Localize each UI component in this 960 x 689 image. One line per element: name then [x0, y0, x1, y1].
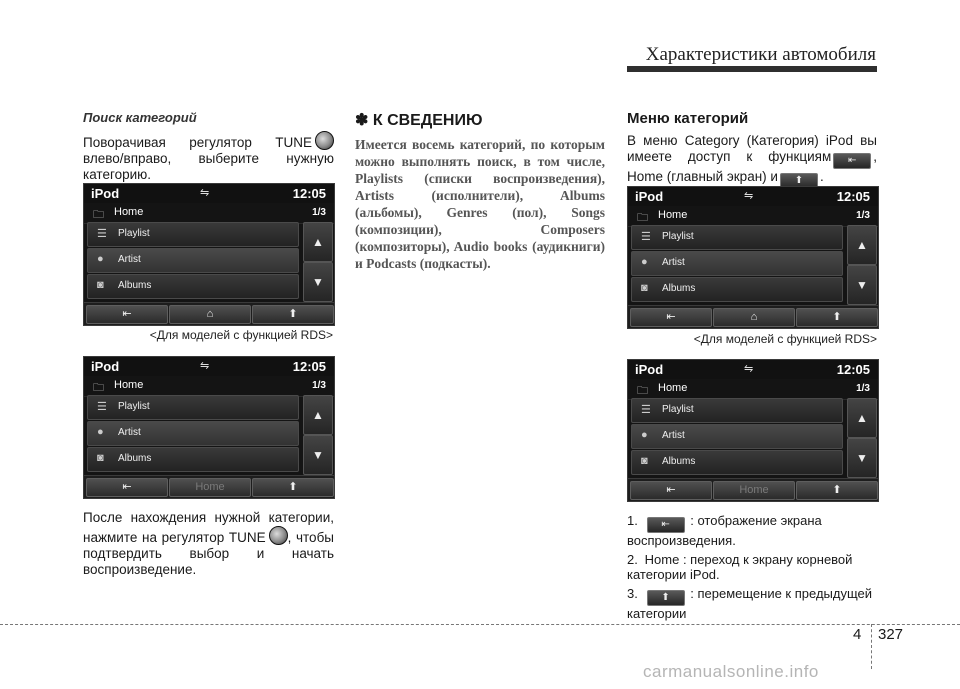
left-outro	[83, 510, 334, 578]
up-folder-button-icon: ⬆	[647, 590, 685, 606]
home-row-label: Home	[114, 206, 144, 218]
page-indicator: 1/3	[856, 383, 870, 394]
home-row[interactable]	[628, 379, 878, 400]
usb-icon: ⇋	[200, 187, 210, 199]
header-rule	[627, 66, 877, 72]
page-indicator: 1/3	[312, 207, 326, 218]
back-button[interactable]: ⇤	[86, 478, 168, 497]
legend-item-up	[627, 586, 887, 621]
category-row-playlist[interactable]	[87, 222, 299, 247]
artist-icon: ●	[641, 429, 648, 441]
status-bar	[84, 184, 334, 203]
screen-title: iPod	[635, 189, 664, 204]
clock: 12:05	[836, 362, 870, 377]
up-folder-button[interactable]: ⬆	[796, 308, 878, 327]
legend-key: Home	[644, 552, 680, 567]
scroll-down-button[interactable]: ▼	[847, 438, 877, 478]
screen-title: iPod	[91, 186, 120, 201]
left-subhead: Поиск категорий	[83, 110, 197, 125]
row-label: Artist	[662, 430, 685, 441]
back-button-icon: ⇤	[833, 153, 871, 169]
row-label: Albums	[118, 280, 152, 291]
home-row[interactable]	[84, 376, 334, 397]
folder-icon: 🗀	[93, 382, 104, 394]
category-row-artist[interactable]	[631, 251, 843, 276]
up-folder-button[interactable]: ⬆	[252, 305, 334, 324]
scroll-down-button[interactable]: ▼	[847, 265, 877, 305]
row-label: Albums	[662, 283, 696, 294]
home-row-label: Home	[658, 382, 688, 394]
up-folder-button[interactable]: ⬆	[796, 481, 878, 500]
row-label: Playlist	[118, 228, 150, 239]
legend-list	[627, 513, 887, 625]
left-outro-part1: После нахождения нужной категории, нажмите на регулятор TUNE	[83, 510, 334, 545]
clock: 12:05	[292, 359, 326, 374]
album-icon: ◙	[97, 452, 104, 464]
caption-rds-left: <Для моделей с функцией RDS>	[149, 328, 333, 342]
section-number: 4	[853, 626, 862, 643]
folder-icon: 🗀	[93, 209, 104, 221]
page-indicator: 1/3	[856, 210, 870, 221]
middle-column	[355, 110, 605, 272]
bottom-bar	[84, 475, 334, 498]
back-button[interactable]: ⇤	[86, 305, 168, 324]
ipod-screen-rds-left	[83, 183, 335, 326]
bottom-bar	[628, 305, 878, 328]
home-row[interactable]	[84, 203, 334, 224]
home-row-label: Home	[658, 209, 688, 221]
row-label: Albums	[662, 456, 696, 467]
category-row-albums[interactable]	[631, 277, 843, 302]
home-text-button[interactable]: Home	[713, 481, 795, 500]
back-button-icon: ⇤	[647, 517, 685, 533]
legend-item-back	[627, 513, 887, 548]
ipod-screen-left	[83, 356, 335, 499]
legend-num: 2.	[627, 552, 638, 567]
left-intro-part1: Поворачивая регулятор TUNE	[83, 135, 312, 150]
left-intro	[83, 131, 334, 183]
folder-icon: 🗀	[637, 385, 648, 397]
right-intro-part2: , Home (главный экран) и	[627, 149, 877, 184]
status-bar	[628, 360, 878, 379]
left-outro-block	[83, 510, 334, 578]
legend-num: 3.	[627, 586, 638, 601]
tune-knob-icon	[269, 526, 288, 545]
page-number: 327	[878, 626, 904, 643]
right-column	[627, 110, 877, 189]
tune-knob-icon	[315, 131, 334, 150]
category-row-playlist[interactable]	[631, 225, 843, 250]
home-row-label: Home	[114, 379, 144, 391]
home-button[interactable]: ⌂	[169, 305, 251, 324]
bottom-bar	[84, 302, 334, 325]
playlist-icon: ☰	[97, 228, 107, 240]
category-row-artist[interactable]	[87, 248, 299, 273]
up-folder-button-icon: ⬆	[780, 173, 818, 189]
usb-icon: ⇋	[744, 363, 754, 375]
screen-title: iPod	[635, 362, 664, 377]
back-button[interactable]: ⇤	[630, 481, 712, 500]
scroll-up-button[interactable]: ▲	[303, 395, 333, 435]
right-subhead: Меню категорий	[627, 110, 749, 127]
right-intro-part1: В меню Category (Категория) iPod вы имеете доступ к функциям	[627, 133, 877, 164]
category-row-albums[interactable]	[87, 447, 299, 472]
legend-num: 1.	[627, 513, 638, 528]
caption-rds-right: <Для моделей с функцией RDS>	[693, 332, 877, 346]
screen-title: iPod	[91, 359, 120, 374]
note-title: ✽ К СВЕДЕНИЮ	[355, 112, 483, 129]
artist-icon: ●	[97, 253, 104, 265]
usb-icon: ⇋	[200, 360, 210, 372]
back-button[interactable]: ⇤	[630, 308, 712, 327]
usb-icon: ⇋	[744, 190, 754, 202]
right-intro	[627, 133, 877, 189]
legend-desc: : переход к экрану корневой категории iPod.	[627, 552, 853, 582]
left-column	[83, 110, 334, 183]
artist-icon: ●	[641, 256, 648, 268]
scroll-up-button[interactable]: ▲	[847, 225, 877, 265]
clock: 12:05	[836, 189, 870, 204]
playlist-icon: ☰	[641, 404, 651, 416]
playlist-icon: ☰	[641, 231, 651, 243]
scroll-up-button[interactable]: ▲	[847, 398, 877, 438]
artist-icon: ●	[97, 426, 104, 438]
status-bar	[84, 357, 334, 376]
left-intro-part2: влево/вправо, выберите нужную категорию.	[83, 151, 334, 182]
ipod-screen-rds-right	[627, 186, 879, 329]
home-row[interactable]	[628, 206, 878, 227]
scroll-down-button[interactable]: ▼	[303, 262, 333, 302]
playlist-icon: ☰	[97, 401, 107, 413]
row-label: Albums	[118, 453, 152, 464]
category-row-artist[interactable]	[87, 421, 299, 446]
bottom-bar	[628, 478, 878, 501]
page-indicator: 1/3	[312, 380, 326, 391]
up-folder-button[interactable]: ⬆	[252, 478, 334, 497]
album-icon: ◙	[641, 455, 648, 467]
legend-desc: : отображение экрана воспроизведения.	[627, 513, 822, 548]
category-row-playlist[interactable]	[631, 398, 843, 423]
home-text-button[interactable]: Home	[169, 478, 251, 497]
row-label: Artist	[118, 254, 141, 265]
right-intro-part3: .	[819, 169, 824, 184]
scroll-up-button[interactable]: ▲	[303, 222, 333, 262]
page-header-title: Характеристики автомобиля	[645, 44, 876, 65]
row-label: Playlist	[118, 401, 150, 412]
scroll-down-button[interactable]: ▼	[303, 435, 333, 475]
home-button[interactable]: ⌂	[713, 308, 795, 327]
legend-item-home	[627, 552, 887, 582]
ipod-screen-right	[627, 359, 879, 502]
category-row-artist[interactable]	[631, 424, 843, 449]
category-row-albums[interactable]	[631, 450, 843, 475]
row-label: Playlist	[662, 404, 694, 415]
note-text: Имеется восемь категорий, по которым можно выполнять поиск, в том числе, Playlists (списки воспроизведения), Artists (исполнители), Albums (альбомы), Genres (пол), Songs (композиции), Composers (композиторы), Audio books (аудикниги) и Podcasts (подкасты).	[355, 137, 605, 271]
legend-desc: : перемещение к предыдущей категории	[627, 586, 873, 621]
album-icon: ◙	[97, 279, 104, 291]
watermark: carmanualsonline.info	[643, 662, 819, 681]
clock: 12:05	[292, 186, 326, 201]
page-divider	[871, 624, 872, 669]
category-row-albums[interactable]	[87, 274, 299, 299]
album-icon: ◙	[641, 282, 648, 294]
folder-icon: 🗀	[637, 212, 648, 224]
footer-rule	[0, 624, 960, 625]
status-bar	[628, 187, 878, 206]
row-label: Artist	[118, 427, 141, 438]
row-label: Artist	[662, 257, 685, 268]
row-label: Playlist	[662, 231, 694, 242]
left-outro-part2: , чтобы подтвердить выбор и начать воспроизведение.	[83, 530, 335, 577]
category-row-playlist[interactable]	[87, 395, 299, 420]
